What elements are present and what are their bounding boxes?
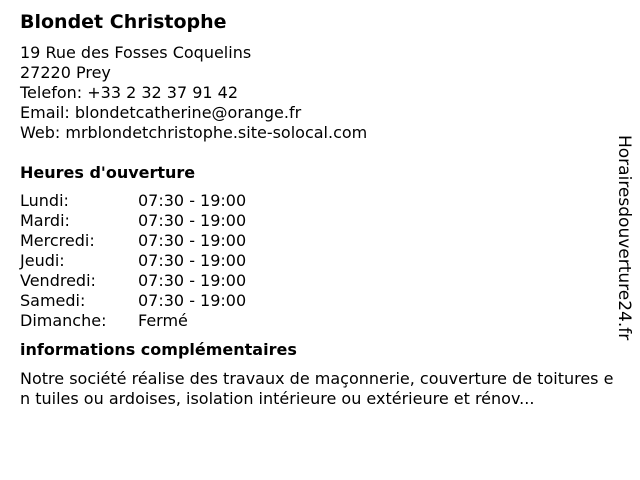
hours-row-wednesday (20, 231, 620, 251)
time-value: 07:30 - 19:00 (138, 231, 247, 250)
hours-row-sunday (20, 311, 620, 331)
time-value: 07:30 - 19:00 (138, 251, 247, 270)
phone-number: Telefon: +33 2 32 37 91 42 (20, 83, 239, 102)
day-label: Samedi: (20, 291, 86, 310)
hours-row-friday (20, 271, 620, 291)
day-label: Dimanche: (20, 311, 107, 330)
business-card (20, 9, 620, 409)
site-brand-watermark: Horairesdouverture24.fr (614, 135, 634, 341)
day-label: Jeudi: (20, 251, 65, 270)
additional-info-title: informations complémentaires (20, 340, 297, 359)
email-address: Email: blondetcatherine@orange.fr (20, 103, 302, 122)
time-value: Fermé (138, 311, 188, 330)
website-address: Web: mrblondetchristophe.site-solocal.com (20, 123, 368, 142)
opening-hours-table (20, 191, 620, 331)
day-label: Mardi: (20, 211, 70, 230)
time-value: 07:30 - 19:00 (138, 211, 247, 230)
time-value: 07:30 - 19:00 (138, 271, 247, 290)
business-description: Notre société réalise des travaux de maçonnerie, couverture de toitures en tuiles ou ardoises, isolation intérieure ou extérieure et rénov... (20, 369, 614, 408)
hours-row-tuesday (20, 211, 620, 231)
hours-row-monday (20, 191, 620, 211)
hours-row-saturday (20, 291, 620, 311)
day-label: Lundi: (20, 191, 69, 210)
time-value: 07:30 - 19:00 (138, 291, 247, 310)
address-street: 19 Rue des Fosses Coquelins (20, 43, 252, 62)
hours-row-thursday (20, 251, 620, 271)
opening-hours-title: Heures d'ouverture (20, 163, 196, 182)
day-label: Mercredi: (20, 231, 95, 250)
address-city: 27220 Prey (20, 63, 111, 82)
day-label: Vendredi: (20, 271, 96, 290)
time-value: 07:30 - 19:00 (138, 191, 247, 210)
business-name: Blondet Christophe (20, 11, 227, 33)
